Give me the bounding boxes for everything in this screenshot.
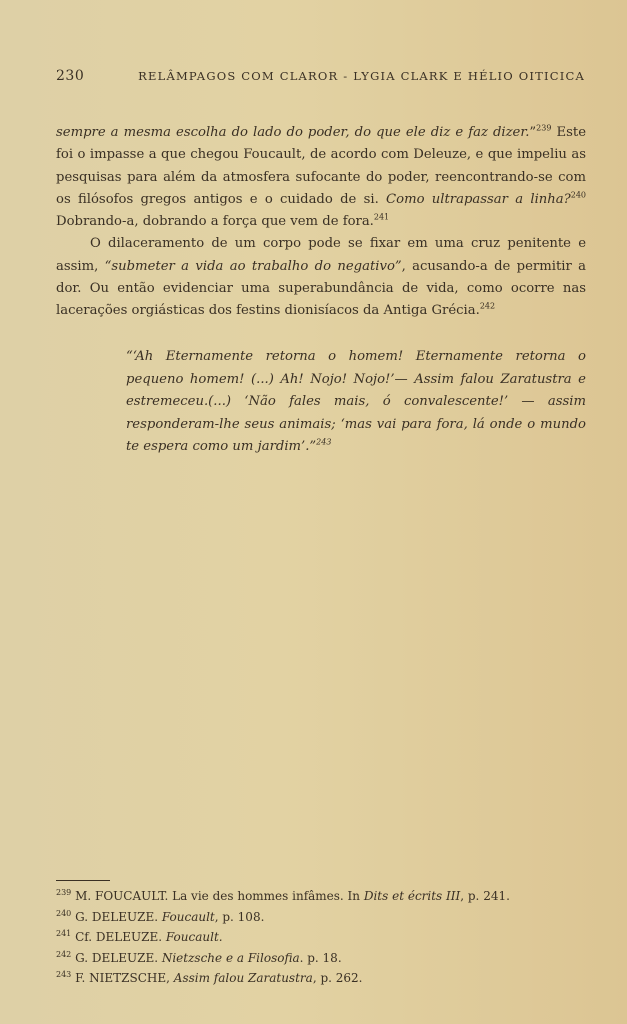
text-run: , acusando-a de permitir a dor. Ou então evidenciar uma superabundância de vida, como ocorre nas lacerações orgiásticas dos festins dionisíacos da Antiga Grécia. [56, 258, 586, 319]
footnote-divider [56, 880, 110, 881]
italic-text: Nietzsche e a Filosofia [161, 950, 300, 965]
text-run: Este foi o impasse a que chegou Foucault, de acordo com Deleuze, e que impeliu as pesquisas para além da atmosfera sufocante do poder, reencontrando-se com os filósofos gregos antigos e o cuidado de si. [56, 125, 586, 207]
note-reference: 239 [56, 888, 72, 897]
italic-text: Foucault [161, 909, 215, 924]
text-run: Dobrando-a, dobrando a força que vem de fora. [56, 214, 374, 230]
running-head: RELÂMPAGOS COM CLAROR - LYGIA CLARK E HÉLIO OITICICA [138, 69, 585, 83]
italic-text: “submeter a vida ao trabalho do negativo” [104, 258, 402, 274]
page-header [56, 68, 585, 88]
footnote [56, 886, 586, 907]
italic-text: Assim falou Zaratustra [173, 971, 313, 985]
main-text [56, 122, 586, 323]
italic-text: sempre a mesma escolha do lado do poder, do que ele diz e faz dizer. [56, 125, 530, 140]
footnote [56, 907, 586, 928]
text-run: , p. 241. [460, 889, 510, 903]
italic-text: Dits et écrits III [363, 889, 461, 903]
text-run: , p. 108. [214, 909, 265, 924]
text-run: F. NIETZSCHE, [71, 971, 174, 985]
italic-text: Foucault. [165, 930, 223, 944]
note-reference: 241 [56, 929, 72, 938]
text-run: “‘Ah Eternamente retorna o homem! Eternamente retorna o pequeno homem! (...) Ah! Nojo! Nojo!’— Assim falou Zaratustra e estremeceu.(...) ‘Não fales mais, ó convalescente!’ — assim responderam-lhe seus animais; ‘mas vai para fora, lá onde o mundo te espera como um jardim’.” [126, 349, 586, 455]
note-reference: 242 [479, 301, 496, 311]
italic-text: Como ultrapassar a linha? [386, 191, 571, 207]
text-run: , p. 262. [312, 971, 363, 985]
text-run: O dilaceramento de um corpo pode se fixar em uma cruz penitente e assim, [56, 236, 586, 274]
footnote [56, 948, 586, 969]
footnote [56, 968, 586, 989]
note-reference: 242 [56, 949, 72, 959]
paragraph [56, 233, 586, 322]
text-run: . p. 18. [299, 950, 342, 965]
paragraph [56, 122, 586, 233]
note-reference: 240 [570, 190, 587, 200]
note-reference: 243 [56, 970, 72, 979]
note-reference: 240 [56, 908, 72, 918]
footnotes [56, 886, 586, 989]
footnote [56, 927, 586, 948]
text-run: M. FOUCAULT. La vie des hommes infâmes. In [71, 889, 364, 903]
note-reference: 239 [536, 123, 552, 133]
note-reference: 241 [373, 212, 390, 222]
text-run: ” [529, 125, 537, 140]
text-run: Cf. DELEUZE. [71, 930, 166, 944]
block-quote [126, 346, 586, 459]
text-run: G. DELEUZE. [71, 950, 162, 965]
text-run: G. DELEUZE. [71, 909, 162, 924]
note-reference: 243 [316, 437, 332, 447]
page-number: 230 [56, 68, 85, 84]
